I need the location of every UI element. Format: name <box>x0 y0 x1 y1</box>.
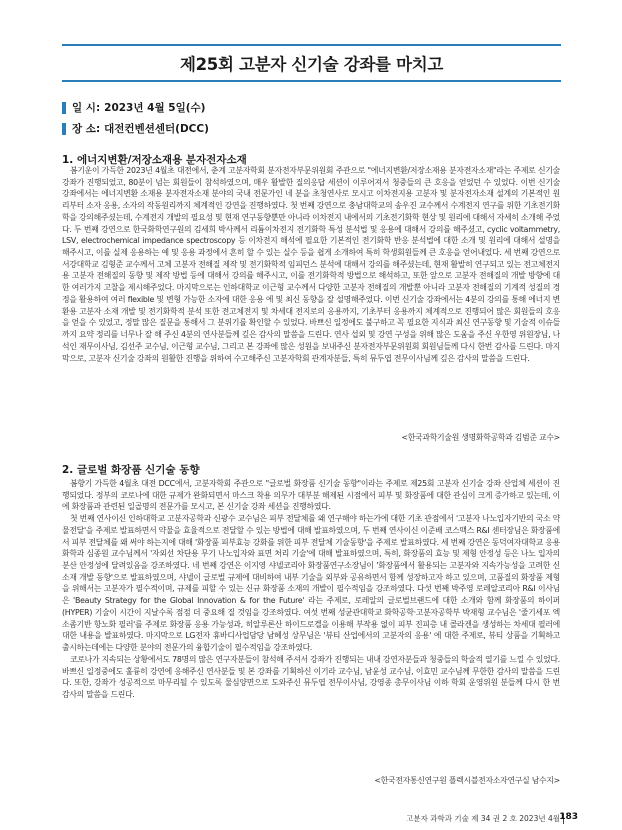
title-box <box>62 44 561 82</box>
page-title: 제25회 고분자 신기술 강좌를 마치고 <box>179 55 444 74</box>
bullet-bar <box>62 102 66 114</box>
info-date <box>62 100 205 115</box>
section1-signature: <한국과학기술원 생명화학공학과 김범준 교수> <box>401 433 560 442</box>
section1-heading: 1. 에너지변환/저장소재용 분자전자소재 <box>62 154 247 166</box>
info-place <box>62 121 209 136</box>
page-number: 183 <box>559 812 578 822</box>
place-label: 장 소: <box>72 123 101 135</box>
section2-paragraph-2: 첫 번째 연사이신 인하대학교 고분자공학과 신광수 교수님은 피부 전달체를 왜 연구해야 하는가에 대한 기초 관점에서 '고분자 나노입자기반의 국소 약물전달'을 주제로 발표하면서 약물을 효율적으로 전달할 수 있는 방법에 대해 발표하였으며, 두 번째 연사이신 이준배 코스맥스 R&I 센터장님은 화장품에서 피부 전달체를 왜 써야 하는지에 대해 '화장품 피부효능 강화를 위한 피부 전달체 기술동향'을 주제로 발표하였다. 세 번째 강연은 동덕여자대학교 응용화학과 심종원 교수님께서 '자외선 차단용 무기 나노입자와 표면 처리 기술'에 대해 발표하였으며, 특히, 화장품의 효능 및 제형 안정성 등은 나노 입자의 분산 안정성에 달려있음을 강조하였다. 네 번째 강연은 이지영 샤넬코리아 화장품연구소장님이 '화장품에서 활용되는 고분자와 지속가능성을 고려한 신소재 개발 동향'으로 발표하였으며, 샤넬이 글로벌 규제에 대비하여 내부 기술을 외부와 공유하면서 함께 성장하고자 하고 있으며, 고품질의 화장품 제형을 위해서는 고분자가 필수적이며, 규제를 피할 수 있는 신규 화장품 소재의 개발이 필수적임을 강조하였다. 다섯 번째 박주영 로레알코리아 R&I 이사님은 'Beauty Strategy for the Global Innovation & for the Future' 라는 주제로, 로레알의 글로벌브랜드에 대한 소개와 함께 화장품의 하이퍼(HYPER) 기술이 시간이 지날수록 점점 더 중요해 질 것임을 강조하였다. 여섯 번째 성균관대학교 화학공학·고분자공학부 박재형 교수님은 '줄기세포 엑소좀기반 항노화 필러'를 주제로 화장품 응용 가능성과, 히알루론산 하이드로겔을 이용해 부작용 없이 피부 진피층 내 콜라겐을 생성하는 차세대 필러에 대한 내용을 발표하였다. 마지막으로 LG전자 휴바디사업담당 남혜성 상무님은 '뷰티 산업에서의 고분자의 응용' 에 대한 주제로, 뷰티 상품을 기획하고 출시하는데에는 다양한 분야의 전문가의 융합기술이 필수적임을 강조하였다. <box>62 514 560 653</box>
section2-paragraph-3: 코로나가 지속되는 상황에서도 78명의 많은 연구자분들이 참석해 주셔서 강좌가 진행되는 내내 강연자분들과 청중들의 학술적 열기를 느낄 수 있었다. 바쁘신 일정중에도 훌륭히 강연에 응해주신 연사분들 및 본 강좌를 기획하신 이기라 교수님, 남윤성 교수님, 이효민 교수님께 무한한 감사의 말씀을 드린다. 또한, 강좌가 성공적으로 마무리될 수 있도록 물심양면으로 도와주신 뮤두엽 전무이사님, 강영종 총무이사님 이하 학회 운영위원 분들께 다시 한 번 감사의 말씀을 드린다. <box>62 654 560 699</box>
place-value: 대전컨벤션센터(DCC) <box>104 123 209 135</box>
date-value: 2023년 4월 5일(수) <box>104 102 206 114</box>
section2-heading: 2. 글로벌 화장품 신기술 동향 <box>62 464 200 476</box>
footer <box>0 813 622 827</box>
section1-paragraph: 봄기운이 가득한 2023년 4월초 대전에서, 춘계 고분자학회 분자전자부문위원회 주관으로 "에너지변환/저장소재용 분자전자소재"라는 주제로 신기술 강좌가 진행되었고, 80분이 넘는 회원들이 참석하였으며, 매우 활발한 질의응답 세션이 이루어져서 청중들의 큰 호응을 얻었던 수 있었다. 이번 신기술 강좌에서는 에너지변환 소재용 분자전자소재 분야의 국내 전문가인 네 분을 초청연사로 모시고 이차전지용 고분자 및 분자전자소재 설계의 기본적인 원리부터 소자 응용, 소자의 작동원리까지 체계적인 강연을 진행하였다. 첫 번째 강연으로 충남대학교의 송우진 교수께서 수계전지 연구를 위한 기초전기화학을 강의해주셨는데, 수계전지 개발의 필요성 및 현재 연구동향뿐만 아니라 이차전지 내에서의 기초전기화학 현상 및 원리에 대해서 자세히 소개해 주었다. 두 번째 강연으로 한국화학연구원의 김세희 박사께서 리튬이차전지 전기화학 특성 분석법 및 응용에 대해서 강의를 해주셨고, cyclic voltammetry, LSV, electrochemical impedance spectroscopy 등 이차전지 해석에 필요한 기본적인 전기화학 반응 분석법에 대한 소개 및 원리에 대해서 설명을 해주시고, 이를 실제 응용하는 예 및 응용 과정에서 흔히 할 수 있는 실수 등을 쉽게 소개하여 특히 학생회원들께 큰 호응을 얻어내었다. 세 번째 강연으로 서강대학교 김형준 교수께서 고체 고분자 전해질 제작 및 전기화학적 임피던스 분석에 대해서 강의를 해주셨는데, 현재 활발히 연구되고 있는 전고체전지용 고분자 전해질의 동향 및 제작 방법 등에 대해서 강의를 해주시고, 이를 전기화학적 방법으로 해석하고, 또한 앞으로 고분자 전해질의 개발 방향에 대한 여러가지 고찰을 제시해주었다. 마지막으로는 인하대학교 이근형 교수께서 다양한 고분자 전해질의 개발뿐 아니라 고분자 전해질의 기계적 성질의 경정을 활용하여 여러 flexible 및 변형 가능한 소자에 대한 응용 에 및 최신 동향을 잘 설명해주었다. 이번 신기술 강좌에서는 4분의 강의를 통해 에너지 변환용 고분자 소재 개발 및 전기화학적 분석 또한 전고체전지 및 차세대 전지로의 응용까지, 기초부터 응용까지 체계적으로 진행되어 많은 회원들의 호응을 얻을 수 있었고, 정말 많은 질문을 통해서 그 분위기를 확인할 수 있었다. 바쁘신 일정에도 불구하고 꼭 필요한 지식과 최신 연구동향 및 기술적 이슈들까지 요약 정리를 너무나 잘 해 주신 4분의 연사분들께 깊은 감사의 말씀을 드린다. 연사 섭외 및 강연 구성을 위해 많은 도움을 주신 우한영 위원장님, 나석인 재무이사님, 김선주 교수님, 이근형 교수님, 그리고 본 강좌에 많은 성원을 보내주신 분자전자부문위원회 회원님들께 다시 한번 감사를 드린다. 마지막으로, 고분자 신기술 강좌의 원활한 진행을 위하여 수고해주신 고분자학회 관계자분들, 특히 뮤두엽 전무이사님께 깊은 감사의 말씀을 드린다. <box>62 166 560 363</box>
journal-info: 고분자 과학과 기술 제 34 권 2 호 2023년 4월 <box>406 814 560 823</box>
section2-signature: <한국전자통신연구원 플렉시블전자소자연구실 남수지> <box>374 776 560 785</box>
bullet-bar <box>62 123 66 135</box>
section1-body <box>62 165 560 364</box>
date-label: 일 시: <box>72 102 101 114</box>
section2-body <box>62 478 560 701</box>
section2-paragraph-1: 봄향기 가득한 4월초 대전 DCC에서, 고분자학회 주관으로 "글로벌 화장품 신기술 동향"이라는 주제로 제25회 고분자 신기술 강좌 산업체 세션이 진행되었다. 정부의 코로나에 대한 규제가 완화되면서 마스크 착용 의무가 대부분 해제된 시점에서 피부 및 화장품에 대한 관심이 크게 증가하고 있는데, 이에 화장품과 관련된 일곱명의 전문가를 모시고, 본 신기술 강좌 세션을 진행하였다. <box>62 479 560 512</box>
